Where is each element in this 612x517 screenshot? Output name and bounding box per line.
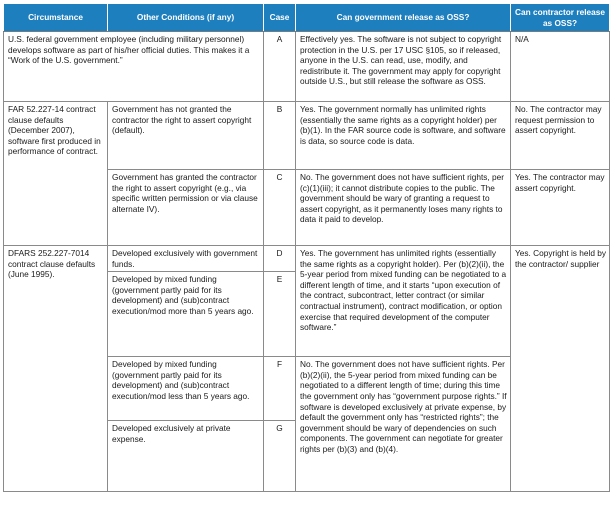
cell-condition-d: Developed exclusively with government funds. xyxy=(108,246,264,272)
header-gov-release: Can government release as OSS? xyxy=(296,4,511,32)
cell-gov-release-d-e: Yes. The government has unlimited rights (essentially the same rights as a copyright holder). Per (b)(2)(ii), the 5-year period from mixed funding can be negotiated to a different length of time, and it starts “upon execution of the contract, subcontract, letter contract (or similar contractual instrument), contract modification, or option exercise that required development of the computer software.” xyxy=(296,246,511,357)
cell-circumstance-far: FAR 52.227-14 contract clause defaults (December 2007), software first produced in performance of contract. xyxy=(4,102,108,246)
header-other-conditions: Other Conditions (if any) xyxy=(108,4,264,32)
header-row xyxy=(4,4,610,32)
cell-case-b: B xyxy=(264,102,296,170)
cell-circumstance-dfars: DFARS 252.227-7014 contract clause defaults (June 1995). xyxy=(4,246,108,492)
cell-condition-b: Government has not granted the contractor the right to assert copyright (default). xyxy=(108,102,264,170)
cell-condition-f: Developed by mixed funding (government partly paid for its development) and (sub)contract execution/mod less than 5 years ago. xyxy=(108,357,264,421)
cell-case-a: A xyxy=(264,32,296,102)
cell-gov-release-b: Yes. The government normally has unlimited rights (essentially the same rights as a copyright holder) per (b)(1). In the FAR source code is software, and software is data, so source code is data. xyxy=(296,102,511,170)
cell-gov-release-c: No. The government does not have sufficient rights, per (c)(1)(iii); it cannot distribute copies to the public. The government should be wary of granting a request to assert copyright, as it permanently loses many rights to data it paid to develop. xyxy=(296,170,511,246)
cell-contractor-release-c: Yes. The contractor may assert copyright. xyxy=(511,170,610,246)
cell-case-c: C xyxy=(264,170,296,246)
header-circumstance: Circumstance xyxy=(4,4,108,32)
cell-contractor-release-dfars: Yes. Copyright is held by the contractor/ supplier xyxy=(511,246,610,492)
cell-case-e: E xyxy=(264,272,296,357)
cell-gov-release-f-g: No. The government does not have sufficient rights. Per (b)(2)(ii), the 5-year period from mixed funding can be negotiated to a different length of time; during this time the government only has “government purpose rights.” If software is developed exclusively at private expense, by default the government only has “restricted rights”; the government should be wary of dependencies on such components. The government can negotiate for greater rights per (b)(3) and (b)(4). xyxy=(296,357,511,492)
cell-case-d: D xyxy=(264,246,296,272)
header-contractor-release: Can contractor release as OSS? xyxy=(511,4,610,32)
cell-gov-release-a: Effectively yes. The software is not subject to copyright protection in the U.S. per 17 USC §105, so if released, anyone in the U.S. can read, use, modify, and redistribute it. The government may apply for copyright outside U.S., but still release the software as OSS. xyxy=(296,32,511,102)
table-row-case-d xyxy=(4,246,610,272)
cell-contractor-release-b: No. The contractor may request permission to assert copyright. xyxy=(511,102,610,170)
cell-condition-e: Developed by mixed funding (government partly paid for its development) and (sub)contract execution/mod more than 5 years ago. xyxy=(108,272,264,357)
oss-release-table xyxy=(3,3,610,492)
cell-circumstance-a: U.S. federal government employee (including military personnel) develops software as part of his/her official duties. This makes it a “Work of the U.S. government.” xyxy=(4,32,264,102)
cell-case-f: F xyxy=(264,357,296,421)
cell-condition-g: Developed exclusively at private expense. xyxy=(108,421,264,492)
header-case: Case xyxy=(264,4,296,32)
cell-contractor-release-a: N/A xyxy=(511,32,610,102)
table-row-case-a xyxy=(4,32,610,102)
cell-condition-c: Government has granted the contractor the right to assert copyright (e.g., via specific written permission or via clause alternate IV). xyxy=(108,170,264,246)
table-row-case-b xyxy=(4,102,610,170)
cell-case-g: G xyxy=(264,421,296,492)
